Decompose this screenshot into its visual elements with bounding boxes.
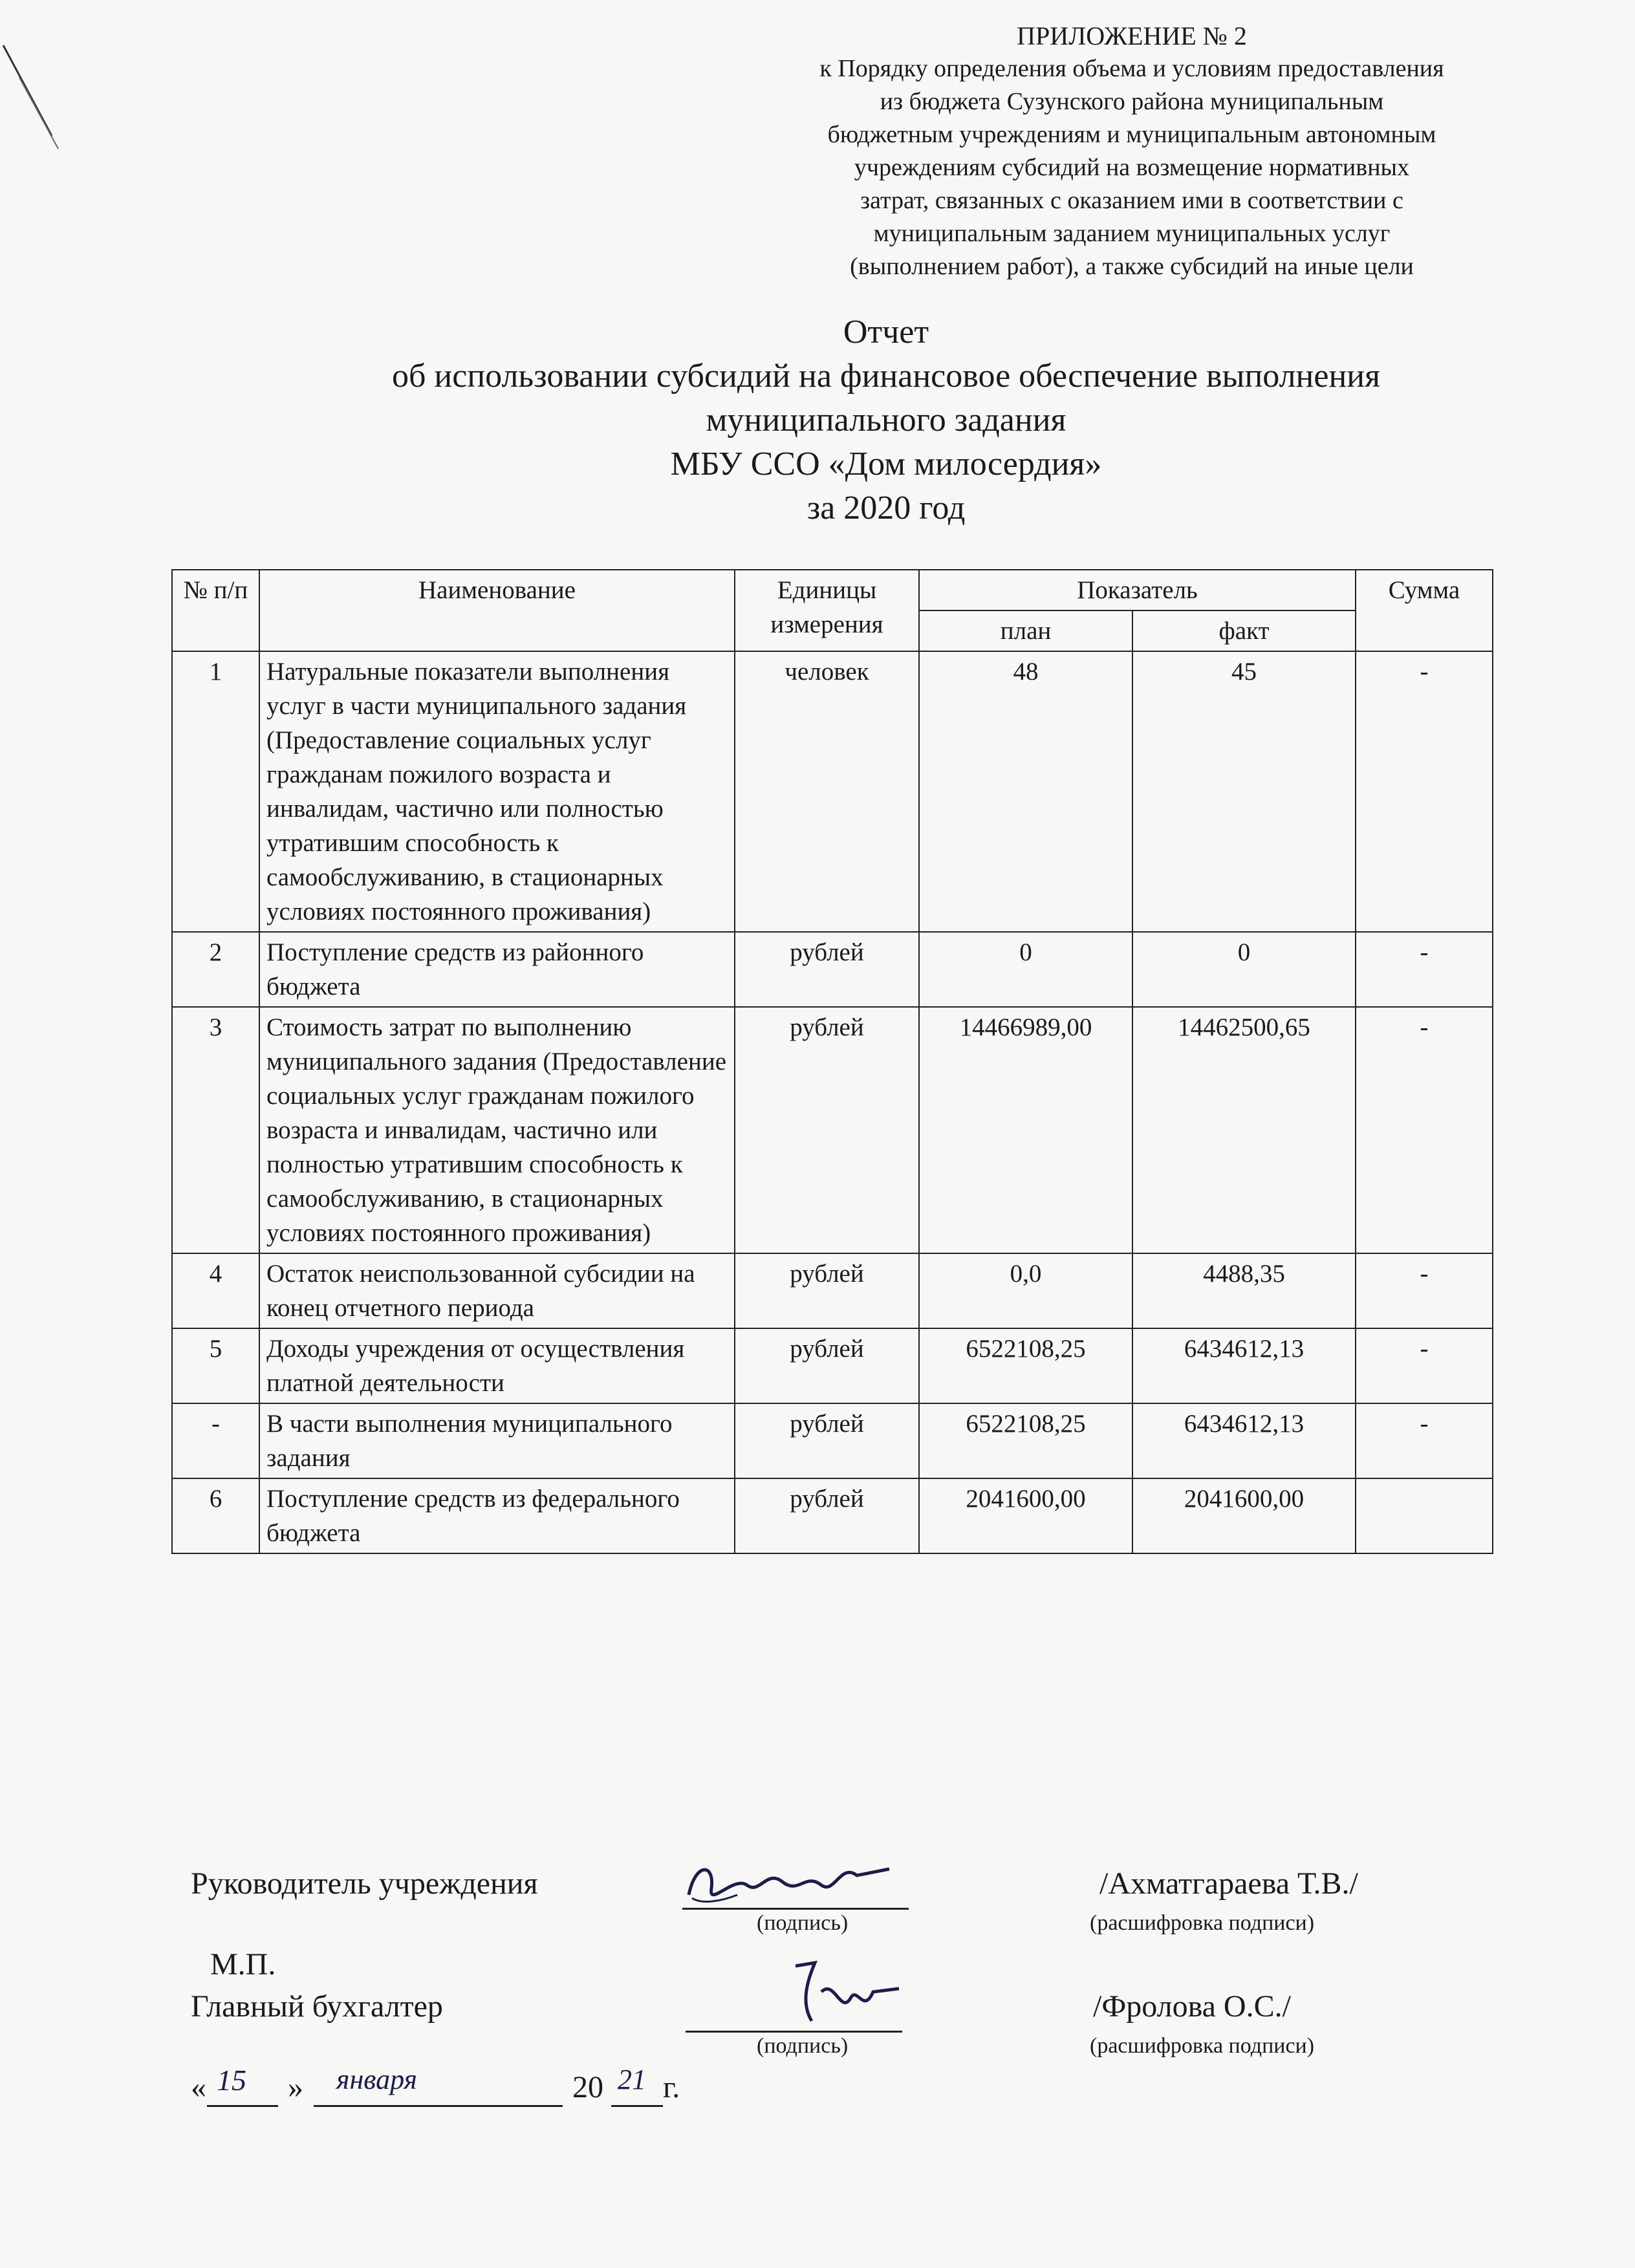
row-sum	[1356, 1478, 1493, 1553]
row-unit: рублей	[735, 932, 919, 1007]
appendix-line: муниципальным заданием муниципальных услуг	[873, 220, 1391, 247]
row-plan: 0	[919, 932, 1132, 1007]
head-label: Руководитель учреждения	[191, 1866, 538, 1901]
date-year-suffix: 21	[618, 2064, 646, 2095]
row-plan: 0,0	[919, 1253, 1132, 1328]
row-unit: рублей	[735, 1478, 919, 1553]
header-unit: Единицы измерения	[735, 570, 919, 651]
appendix-line: (выполнением работ), а также субсидий на иные цели	[850, 253, 1414, 280]
stamp-label: М.П.	[210, 1947, 276, 1982]
header-sum: Сумма	[1356, 570, 1493, 651]
table-row	[172, 1478, 1493, 1553]
table-row	[172, 1328, 1493, 1403]
row-sum: -	[1356, 1253, 1493, 1328]
row-plan: 6522108,25	[919, 1403, 1132, 1478]
appendix-line: затрат, связанных с оказанием ими в соответствии с	[860, 187, 1403, 214]
row-fact: 6434612,13	[1132, 1403, 1356, 1478]
appendix-line: к Порядку определения объема и условиям предоставления	[819, 55, 1444, 82]
head-signature	[676, 1850, 896, 1921]
row-sum: -	[1356, 932, 1493, 1007]
row-fact: 14462500,65	[1132, 1007, 1356, 1253]
accountant-name: /Фролова О.С./	[1093, 1989, 1291, 2024]
row-fact: 2041600,00	[1132, 1478, 1356, 1553]
date-year-line	[611, 2105, 663, 2107]
row-name: Остаток неиспользованной субсидии на конец отчетного периода	[259, 1253, 735, 1328]
decode-caption: (расшифровка подписи)	[1090, 2034, 1315, 2058]
header-fact: факт	[1132, 610, 1356, 651]
row-num: 2	[172, 932, 259, 1007]
appendix-line: бюджетным учреждениям и муниципальным автономным	[827, 121, 1436, 148]
table-row	[172, 1403, 1493, 1478]
table-row	[172, 651, 1493, 932]
row-fact: 45	[1132, 651, 1356, 932]
signature-caption: (подпись)	[757, 1911, 849, 1935]
row-unit: рублей	[735, 1403, 919, 1478]
row-sum: -	[1356, 1403, 1493, 1478]
row-num: 1	[172, 651, 259, 932]
row-sum: -	[1356, 1328, 1493, 1403]
report-title	[246, 310, 1526, 530]
date-close-quote: »	[288, 2070, 303, 2104]
accountant-signature	[776, 1953, 905, 2031]
accountant-signature-line	[686, 2031, 902, 2033]
row-unit: рублей	[735, 1328, 919, 1403]
title-line: об использовании субсидий на финансовое обеспечение выполнения	[391, 358, 1381, 394]
table-header-row	[172, 570, 1493, 610]
row-name: Стоимость затрат по выполнению муниципального задания (Предоставление социальных услуг гражданам пожилого возраста и инвалидам, частично или полностью утратившим способность к самообслуживанию, в стационарных условиях постоянного проживания)	[259, 1007, 735, 1253]
header-num: № п/п	[172, 570, 259, 651]
table-row	[172, 932, 1493, 1007]
row-plan: 48	[919, 651, 1132, 932]
table-row	[172, 1007, 1493, 1253]
row-fact: 0	[1132, 932, 1356, 1007]
row-num: 5	[172, 1328, 259, 1403]
table-row	[172, 1253, 1493, 1328]
row-unit: рублей	[735, 1253, 919, 1328]
header-name: Наименование	[259, 570, 735, 651]
row-sum: -	[1356, 1007, 1493, 1253]
title-line: муниципального задания	[706, 402, 1067, 438]
appendix-line: из бюджета Сузунского района муниципальным	[880, 88, 1384, 115]
row-plan: 2041600,00	[919, 1478, 1132, 1553]
row-fact: 6434612,13	[1132, 1328, 1356, 1403]
date-month: января	[336, 2064, 417, 2095]
title-line: МБУ ССО «Дом милосердия»	[670, 446, 1102, 482]
scan-edge-mark	[0, 26, 78, 168]
date-year-end: г.	[663, 2070, 680, 2104]
row-name: Доходы учреждения от осуществления платной деятельности	[259, 1328, 735, 1403]
row-num: 4	[172, 1253, 259, 1328]
header-indicator: Показатель	[919, 570, 1356, 610]
row-plan: 14466989,00	[919, 1007, 1132, 1253]
row-fact: 4488,35	[1132, 1253, 1356, 1328]
row-name: В части выполнения муниципального задания	[259, 1403, 735, 1478]
accountant-label: Главный бухгалтер	[191, 1989, 443, 2024]
row-unit: человек	[735, 651, 919, 932]
date-day: 15	[217, 2064, 246, 2097]
head-name: /Ахматгараева Т.В./	[1099, 1866, 1358, 1901]
title-line: за 2020 год	[807, 490, 966, 526]
row-name: Поступление средств из районного бюджета	[259, 932, 735, 1007]
date-day-line	[207, 2105, 278, 2107]
report-table	[171, 569, 1493, 1554]
appendix-heading: ПРИЛОЖЕНИЕ № 2	[1017, 21, 1247, 50]
row-num: -	[172, 1403, 259, 1478]
header-plan: план	[919, 610, 1132, 651]
date-month-line	[314, 2105, 563, 2107]
appendix-header	[711, 19, 1552, 283]
row-num: 3	[172, 1007, 259, 1253]
date-open-quote: «	[191, 2070, 206, 2104]
decode-caption: (расшифровка подписи)	[1090, 1911, 1315, 1935]
date-year-prefix: 20	[572, 2070, 603, 2104]
row-name: Натуральные показатели выполнения услуг в части муниципального задания (Предоставление социальных услуг гражданам пожилого возраста и инвалидам, частично или полностью утратившим способность к самообслуживанию, в стационарных условиях постоянного проживания)	[259, 651, 735, 932]
row-unit: рублей	[735, 1007, 919, 1253]
title-line: Отчет	[843, 314, 929, 351]
row-sum: -	[1356, 651, 1493, 932]
row-name: Поступление средств из федерального бюджета	[259, 1478, 735, 1553]
appendix-line: учреждениям субсидий на возмещение нормативных	[854, 154, 1410, 181]
row-plan: 6522108,25	[919, 1328, 1132, 1403]
row-num: 6	[172, 1478, 259, 1553]
signature-caption: (подпись)	[757, 2034, 849, 2058]
